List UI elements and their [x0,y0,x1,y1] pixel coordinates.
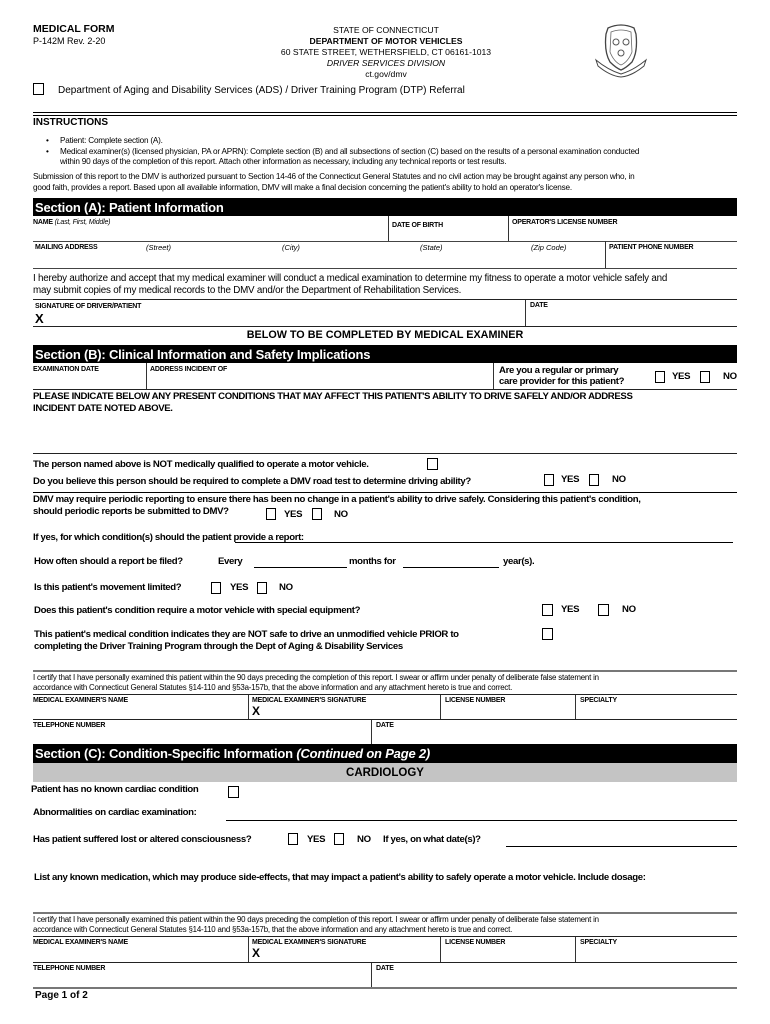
if-yes-date-label: If yes, on what date(s)? [383,834,481,845]
telephone-label: TELEPHONE NUMBER [33,965,106,972]
name-hint: (Last, First, Middle) [54,219,111,226]
submission-text: Submission of this report to the DMV is authorized pursuant to Section 14-46 of the Connecticut General Statutes and no civil action may be brought against any person who, in [33,172,635,181]
yes-label: YES [672,371,691,382]
yes-label: YES [230,582,249,593]
divider [33,912,737,914]
signature-x-mark: X [35,311,44,326]
examiner-banner: BELOW TO BE COMPLETED BY MEDICAL EXAMINER [246,329,524,341]
address-incident-field[interactable] [147,363,492,389]
years-label: year(s). [503,556,535,567]
special-equipment-question: Does this patient's condition require a motor vehicle with special equipment? [34,605,361,616]
telephone-label: TELEPHONE NUMBER [33,722,106,729]
yes-label: YES [561,474,580,485]
specialty-field[interactable] [576,937,737,962]
referral-checkbox[interactable] [33,83,44,95]
examiner-name-field[interactable] [33,695,247,719]
mailing-address-field[interactable] [33,241,604,268]
referral-label: Department of Aging and Disability Services (ADS) / Driver Training Program (DTP) Referral [58,85,465,96]
special-equipment-no-checkbox[interactable] [598,604,609,616]
divider [33,492,737,493]
instruction-item: Patient: Complete section (A). [60,136,163,145]
not-safe-label: completing the Driver Training Program through the Dept of Aging & Disability Services [34,641,403,652]
periodic-question: should periodic reports be submitted to DMV? [33,506,229,517]
mailing-address-label: MAILING ADDRESS [35,244,98,251]
not-qualified-checkbox[interactable] [427,458,438,470]
divider [33,112,737,113]
section-b-header: Section (B): Clinical Information and Safety Implications [33,345,737,363]
yes-label: YES [307,834,326,845]
date-label: DATE [376,722,394,729]
which-condition-field[interactable] [235,542,733,543]
consciousness-no-checkbox[interactable] [334,833,344,845]
certification-text: accordance with Connecticut General Statutes §14-110 and §53a-157b, that the above information and any attachment hereto is true and correct. [33,683,513,692]
bullet: • [46,136,49,145]
divider [33,453,737,454]
patient-date-field[interactable] [526,300,737,326]
name-label-text: NAME [33,219,53,226]
address-incident-label: ADDRESS INCIDENT OF [150,366,228,373]
specialty-label: SPECIALTY [580,697,617,704]
name-field[interactable] [33,216,387,241]
examiner-signature-label: MEDICAL EXAMINER'S SIGNATURE [252,697,367,704]
periodic-question: DMV may require periodic reporting to ensure there has been no change in a patient's ability to drive safely. Considering this patient's condition, [33,494,641,505]
patient-signature-field[interactable] [33,300,524,326]
conditions-field[interactable] [33,416,737,452]
bullet: • [46,147,49,156]
no-cardiac-label: Patient has no known cardiac condition [31,784,199,795]
provider-question: care provider for this patient? [499,376,625,387]
section-a-header: Section (A): Patient Information [33,198,737,216]
conditions-instruction: INCIDENT DATE NOTED ABOVE. [33,403,173,414]
years-field[interactable] [403,567,499,568]
instruction-item: within 90 days of the completion of this report. Attach other information as necessary, including any technical reports or test results. [60,157,507,166]
no-label: NO [279,582,293,593]
yes-label: YES [284,509,303,520]
no-label: NO [334,509,348,520]
city-hint: (City) [282,243,300,252]
no-label: NO [622,604,636,615]
divider [33,389,737,390]
examiner-license-field[interactable] [441,937,574,962]
telephone-field[interactable] [33,720,370,744]
exam-date-field[interactable] [33,363,145,389]
specialty-label: SPECIALTY [580,939,617,946]
divider [33,326,737,327]
consciousness-question: Has patient suffered lost or altered consciousness? [33,834,252,845]
no-label: NO [723,371,737,382]
examiner-date-field[interactable] [372,720,737,744]
license-label: OPERATOR'S LICENSE NUMBER [512,219,618,226]
form-title: MEDICAL FORM [33,23,115,35]
examiner-name-label: MEDICAL EXAMINER'S NAME [33,939,128,946]
agency-header [250,25,522,80]
divider [33,987,737,989]
state-hint: (State) [420,243,443,252]
not-safe-label: This patient's medical condition indicates they are NOT safe to drive an unmodified vehicle PRIOR to [34,629,459,640]
patient-phone-label: PATIENT PHONE NUMBER [609,244,694,251]
no-label: NO [357,834,371,845]
certification-text: accordance with Connecticut General Statutes §14-110 and §53a-157b, that the above information and any attachment hereto is true and correct. [33,925,513,934]
medication-label: List any known medication, which may produce side-effects, that may impact a patient's ability to safely operate a motor vehicle. Include dosage: [34,872,646,883]
patient-date-label: DATE [530,302,548,309]
state-seal-icon [594,22,648,78]
authorization-text: may submit copies of my medical records to the DMV and/or the Department of Rehabilitation Services. [33,285,462,296]
examiner-signature-field[interactable] [249,695,439,719]
examiner-name-label: MEDICAL EXAMINER'S NAME [33,697,128,704]
agency-address: 60 STATE STREET, WETHERSFIELD, CT 06161-1013 [280,47,492,57]
examiner-name-field[interactable] [33,937,247,962]
movement-no-checkbox[interactable] [257,582,267,594]
dob-field[interactable] [389,216,507,241]
not-safe-checkbox[interactable] [542,628,553,640]
provider-yes-checkbox[interactable] [655,371,665,383]
examiner-date-field[interactable] [372,963,737,987]
authorization-text: I hereby authorize and accept that my medical examiner will conduct a medical examination to determine my fitness to operate a motor vehicle safely and [33,273,668,284]
state-name: STATE OF CONNECTICUT [333,25,439,35]
continued-note: (Continued on Page 2) [296,746,431,761]
road-test-no-checkbox[interactable] [589,474,599,486]
examiner-signature-label: MEDICAL EXAMINER'S SIGNATURE [252,939,367,946]
license-number-label: LICENSE NUMBER [445,939,506,946]
periodic-yes-checkbox[interactable] [266,508,276,520]
not-qualified-label: The person named above is NOT medically qualified to operate a motor vehicle. [33,459,369,470]
periodic-no-checkbox[interactable] [312,508,322,520]
months-field[interactable] [254,567,347,568]
road-test-question: Do you believe this person should be required to complete a DMV road test to determine driving ability? [33,476,471,487]
section-c-header [33,744,737,763]
submission-text: good faith, provides a report. Based upon all available information, DMV will make a final decision concerning the patient's ability to hold an operator's license. [33,183,572,192]
divider [33,268,737,269]
signature-x-mark: X [252,704,261,718]
which-condition-label: If yes, for which condition(s) should the patient provide a report: [33,532,304,543]
road-test-yes-checkbox[interactable] [544,474,554,486]
date-label: DATE [376,965,394,972]
yes-label: YES [561,604,580,615]
street-hint: (Street) [146,243,172,252]
consciousness-yes-checkbox[interactable] [288,833,298,845]
department-name: DEPARTMENT OF MOTOR VEHICLES [309,36,463,46]
dob-label: DATE OF BIRTH [392,222,443,229]
abnormalities-field[interactable] [226,820,737,821]
signature-x-mark: X [252,946,261,960]
every-label: Every [218,556,243,567]
form-number: P-142M Rev. 2-20 [33,36,106,46]
cardiology-header: CARDIOLOGY [33,763,737,782]
examiner-license-field[interactable] [441,695,574,719]
no-label: NO [612,474,626,485]
consciousness-date-field[interactable] [506,846,737,847]
license-number-field[interactable] [509,216,737,241]
instruction-item: Medical examiner(s) (licensed physician, PA or APRN): Complete section (B) and all subsections of section (C) based on the results of a personal examination conducted [60,147,640,156]
movement-question: Is this patient's movement limited? [34,582,182,593]
provider-question: Are you a regular or primary [499,365,619,376]
page-number: Page 1 of 2 [35,990,88,1001]
abnormalities-label: Abnormalities on cardiac examination: [33,807,197,818]
exam-date-label: EXAMINATION DATE [33,366,99,373]
license-number-label: LICENSE NUMBER [445,697,506,704]
special-equipment-yes-checkbox[interactable] [542,604,553,616]
instructions-title: INSTRUCTIONS [33,117,108,128]
division-name: DRIVER SERVICES DIVISION [326,58,446,68]
zip-hint: (Zip Code) [531,243,567,252]
months-for-label: months for [349,556,396,567]
divider [493,363,494,389]
certification-text: I certify that I have personally examined this patient within the 90 days preceding the completion of this report. I swear or affirm under penalty of deliberate false statement in [33,673,599,682]
no-cardiac-checkbox[interactable] [228,786,239,798]
conditions-instruction: PLEASE INDICATE BELOW ANY PRESENT CONDITIONS THAT MAY AFFECT THIS PATIENT'S ABILITY TO DRIVE SAFELY AND/OR ADDRESS [33,391,633,402]
telephone-field[interactable] [33,963,370,987]
section-c-title: Section (C): Condition-Specific Information [35,746,293,761]
divider [33,115,737,116]
movement-yes-checkbox[interactable] [211,582,221,594]
patient-phone-field[interactable] [606,241,737,268]
provider-no-checkbox[interactable] [700,371,710,383]
certification-text: I certify that I have personally examined this patient within the 90 days preceding the completion of this report. I swear or affirm under penalty of deliberate false statement in [33,915,599,924]
divider [33,670,737,672]
patient-signature-label: SIGNATURE OF DRIVER/PATIENT [35,303,142,310]
agency-website: ct.gov/dmv [365,69,407,79]
medication-field[interactable] [33,886,737,910]
examiner-signature-field[interactable] [249,937,439,962]
specialty-field[interactable] [576,695,737,719]
how-often-label: How often should a report be filed? [34,556,183,567]
